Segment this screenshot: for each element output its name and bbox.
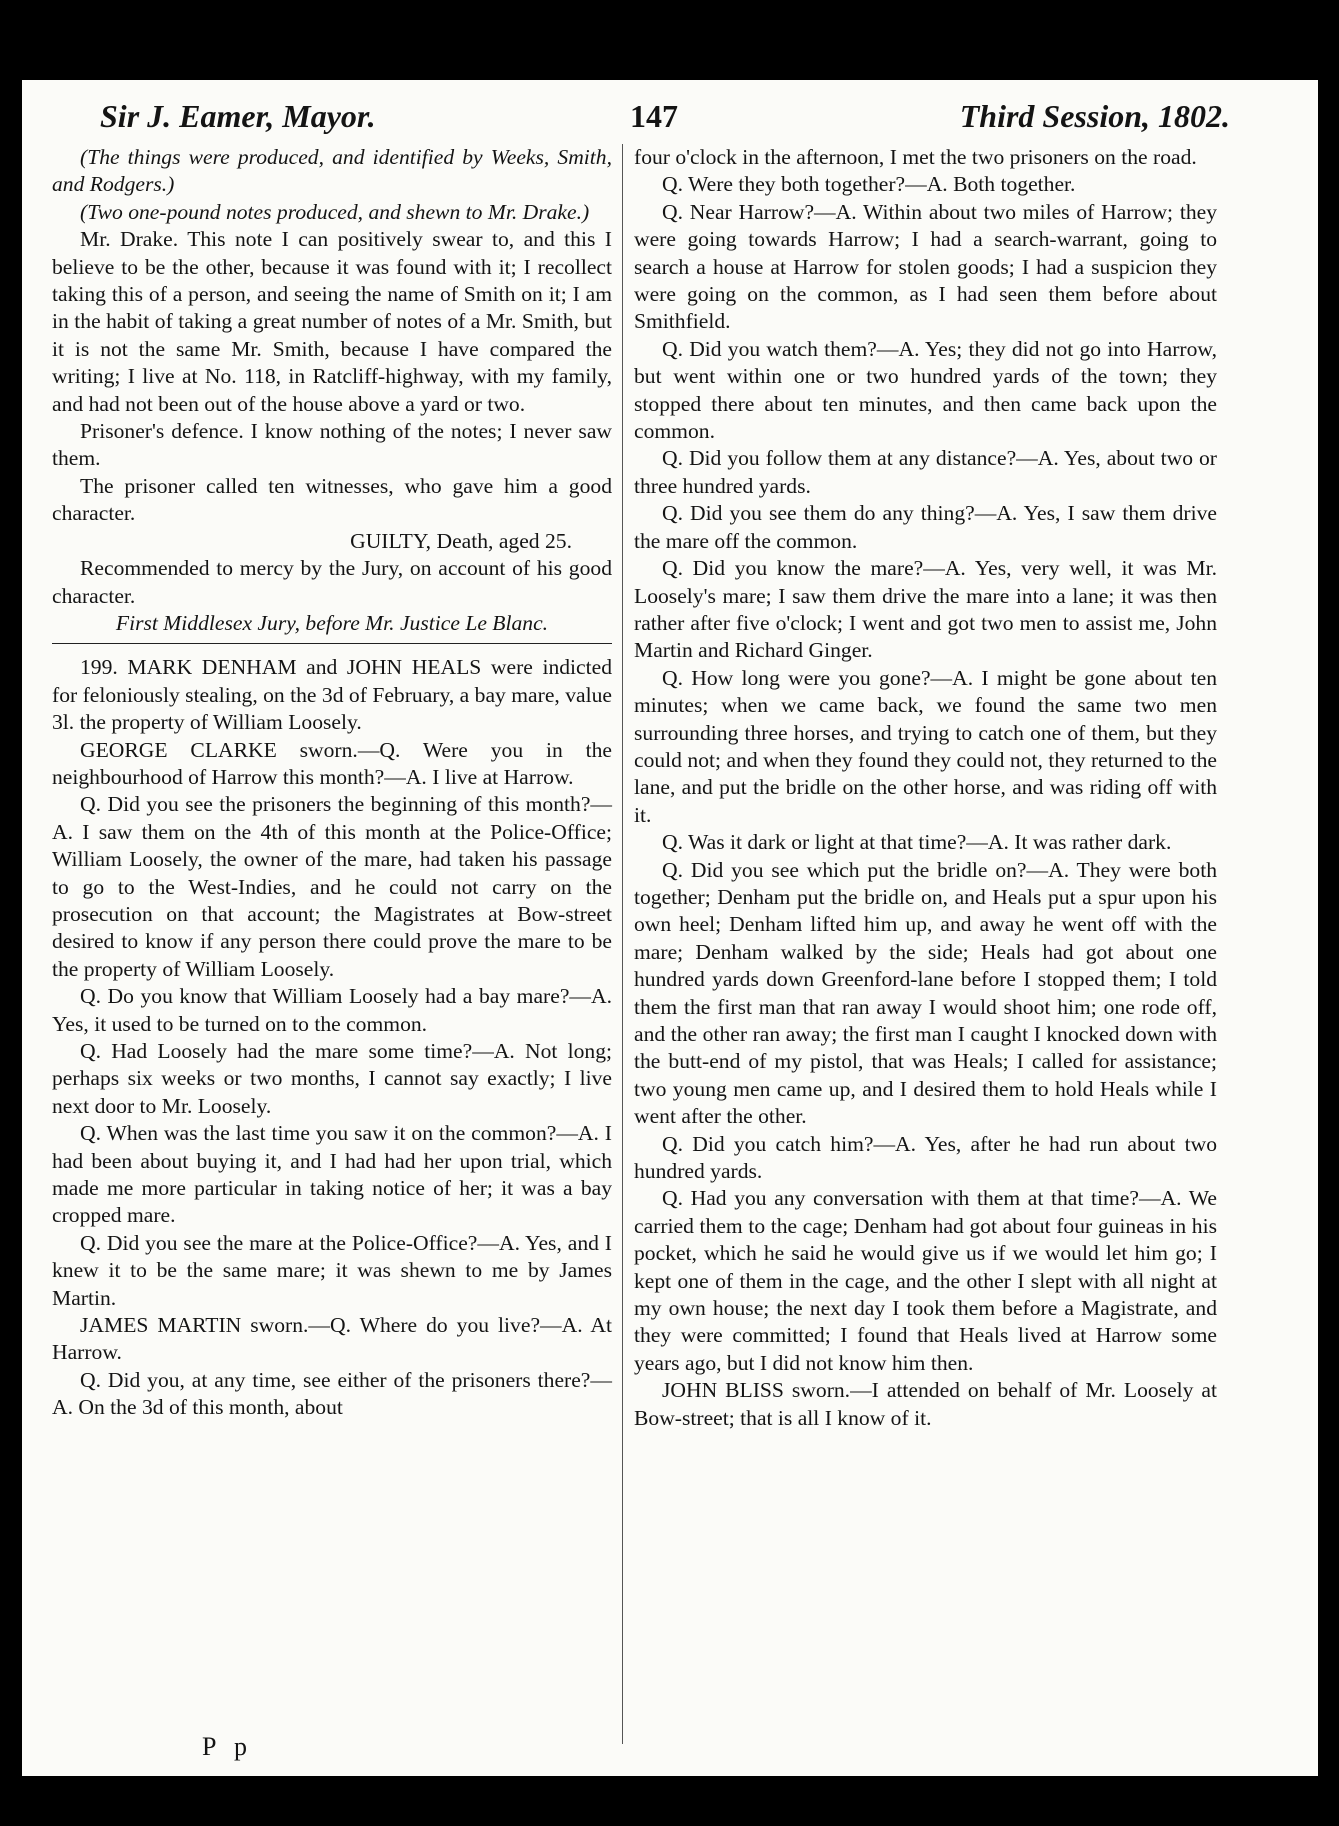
document-page (22, 80, 1318, 1776)
paragraph: Q. Did you see which put the bridle on?—A. They were both together; Denham put the bridle on, and Heals put a spur upon his own heel; Denham lifted him up, and away he went off with the mare; Denham walked by the side; Heals had got about one hundred yards down Greenford-lane before I stopped them; I told them the first man that ran away I would shoot him; one rode off, and the other ran away; the first man I caught I knocked down with the butt-end of my pistol, that was Heals; I called for assistance; two young men came up, and I desired them to hold Heals while I went after the other. (634, 857, 1217, 1129)
section-rule (52, 643, 612, 644)
paragraph: 199. MARK DENHAM and JOHN HEALS were indicted for feloniously stealing, on the 3d of February, a bay mare, value 3l. the property of William Loosely. (52, 655, 612, 735)
paragraph: Q. Did you follow them at any distance?—A. Yes, about two or three hundred yards. (634, 446, 1217, 498)
paragraph: Q. Was it dark or light at that time?—A. It was rather dark. (662, 830, 1172, 855)
paragraph: Q. Did you catch him?—A. Yes, after he had run about two hundred yards. (634, 1131, 1217, 1184)
signature-mark: P p (202, 1732, 253, 1761)
paragraph: Q. Did you see the mare at the Police-Office?—A. Yes, and I knew it to be the same mare; it was shewn to me by James Martin. (52, 1230, 612, 1310)
left-column (52, 144, 612, 1422)
page-number: 147 (630, 98, 678, 134)
paragraph: GUILTY, Death, aged 25. (350, 528, 572, 553)
paragraph: Q. Had Loosely had the mare some time?—A. Not long; perhaps six weeks or two months, I cannot say exactly; I live next door to Mr. Loosely. (52, 1039, 612, 1118)
paragraph: Prisoner's defence. I know nothing of the notes; I never saw them. (52, 419, 612, 471)
paragraph: The prisoner called ten witnesses, who gave him a good character. (52, 473, 612, 526)
paragraph: JAMES MARTIN sworn.—Q. Where do you live?—A. At Harrow. (52, 1313, 612, 1365)
paragraph: (Two one-pound notes produced, and shewn to Mr. Drake.) (80, 199, 590, 224)
paragraph: Q. Did you see the prisoners the beginning of this month?—A. I saw them on the 4th of this month at the Police-Office; William Loosely, the owner of the mare, had taken his passage to go to the West-Indies, and he could not carry on the prosecution on that account; the Magistrates at Bow-street desired to know if any person there could prove the mare to be the property of William Loosely. (52, 792, 612, 981)
right-column (634, 144, 1217, 1432)
paragraph: four o'clock in the afternoon, I met the two prisoners on the road. (634, 145, 1197, 169)
column-divider (622, 144, 623, 1744)
paragraph: Q. Did you know the mare?—A. Yes, very well, it was Mr. Loosely's mare; I saw them drive the mare into a lane; it was then rather after five o'clock; I went and got two men to assist me, John Martin and Richard Ginger. (634, 556, 1217, 663)
paragraph: Q. Did you see them do any thing?—A. Yes, I saw them drive the mare off the common. (634, 501, 1217, 553)
paragraph: Q. When was the last time you saw it on the common?—A. I had been about buying it, and I had had her upon trial, which made me more particular in taking notice of her; it was a bay cropped mare. (52, 1121, 612, 1228)
paragraph: Q. Did you watch them?—A. Yes; they did not go into Harrow, but went within one or two hundred yards of the town; they stopped there about ten minutes, and then came back upon the common. (634, 336, 1217, 444)
running-head (100, 94, 1230, 140)
paragraph: Q. Had you any conversation with them at that time?—A. We carried them to the cage; Denham had got about four guineas in his pocket, which he said he would give us if we would let him go; I kept one of them in the cage, and the other I slept with all night at my own house; the next day I took them before a Magistrate, and they were committed; I found that Heals lived at Harrow some years ago, but I did not know him then. (634, 1186, 1217, 1375)
paragraph: Q. Were they both together?—A. Both together. (662, 172, 1076, 197)
paragraph: Q. Near Harrow?—A. Within about two miles of Harrow; they were going towards Harrow; I had a search-warrant, going to search a house at Harrow for stolen goods; I had a suspicion they were going on the common, as I had seen them before about Smithfield. (634, 199, 1217, 334)
paragraph: GEORGE CLARKE sworn.—Q. Were you in the neighbourhood of Harrow this month?—A. I live at Harrow. (52, 737, 612, 789)
paragraph: (The things were produced, and identified by Weeks, Smith, and Rodgers.) (52, 145, 612, 197)
paragraph: Mr. Drake. This note I can positively swear to, and this I believe to be the other, because it was found with it; I recollect taking this of a person, and seeing the name of Smith on it; I am in the habit of taking a great number of notes of a Mr. Smith, but it is not the same Mr. Smith, because I have compared the writing; I live at No. 118, in Ratcliff-highway, with my family, and had not been out of the house above a yard or two. (52, 227, 612, 416)
paragraph: JOHN BLISS sworn.—I attended on behalf of Mr. Loosely at Bow-street; that is all I know of it. (634, 1378, 1217, 1430)
paragraph: Q. Do you know that William Loosely had a bay mare?—A. Yes, it used to be turned on to the common. (52, 984, 612, 1036)
header-right: Third Session, 1802. (959, 98, 1230, 134)
paragraph: First Middlesex Jury, before Mr. Justice Le Blanc. (115, 610, 549, 635)
paragraph: Recommended to mercy by the Jury, on account of his good character. (52, 556, 612, 608)
header-left: Sir J. Eamer, Mayor. (100, 98, 376, 134)
paragraph: Q. Did you, at any time, see either of the prisoners there?—A. On the 3d of this month, about (52, 1367, 612, 1420)
paragraph: Q. How long were you gone?—A. I might be gone about ten minutes; when we came back, we found the same two men surrounding three horses, and trying to catch one of them, but they could not; and when they found they could not, they returned to the lane, and put the bridle on the other horse, and was riding off with it. (634, 665, 1217, 827)
